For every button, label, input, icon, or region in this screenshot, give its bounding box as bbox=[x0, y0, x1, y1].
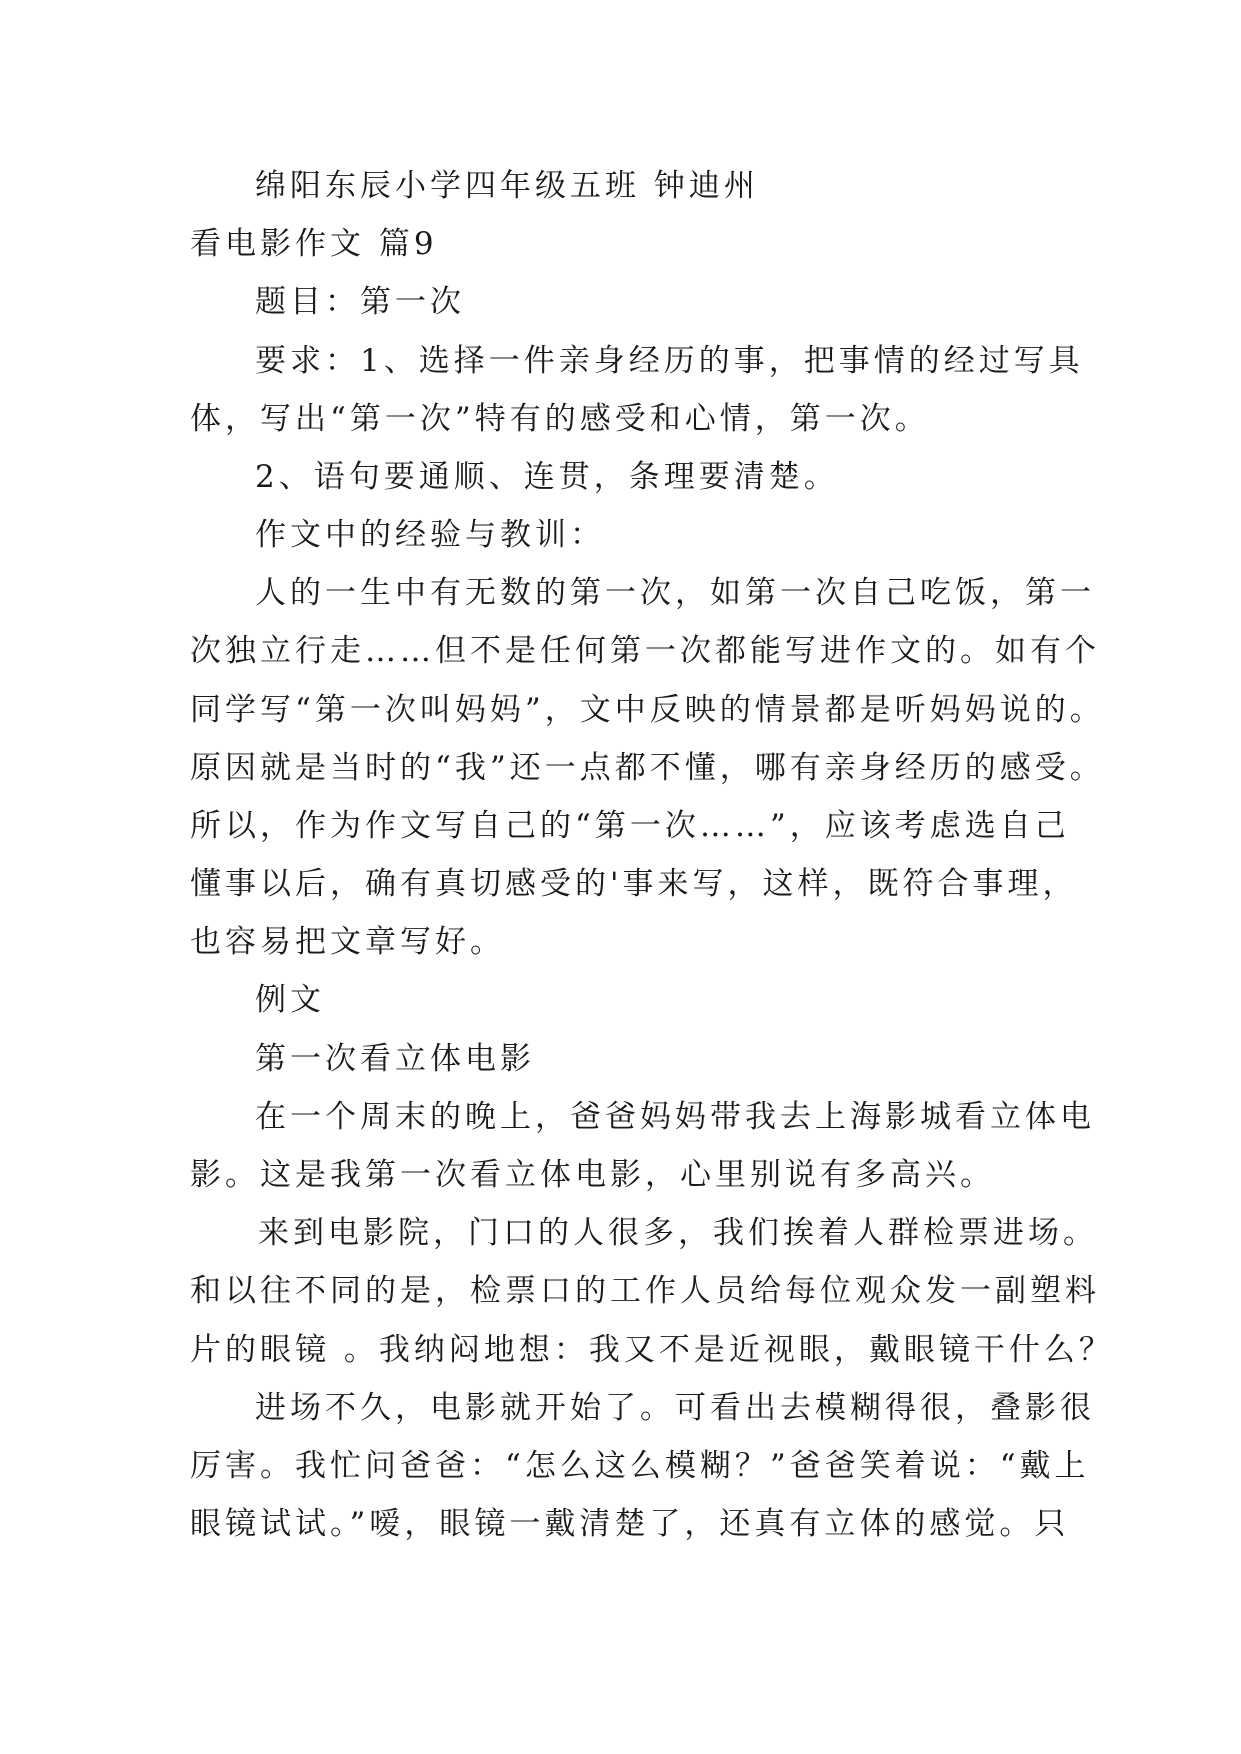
paragraph-line: 所以，作为作文写自己的“第一次……”，应该考虑选自己 bbox=[190, 808, 1070, 844]
requirement-line: 要求：1、选择一件亲身经历的事，把事情的经过写具 bbox=[255, 343, 1084, 379]
paragraph-line: 厉害。我忙问爸爸：“怎么这么模糊？”爸爸笑着说：“戴上 bbox=[190, 1448, 1090, 1484]
paragraph-line: 影。这是我第一次看立体电影，心里别说有多高兴。 bbox=[190, 1157, 995, 1193]
paragraph-line: 来到电影院，门口的人很多，我们挨着人群检票进场。 bbox=[258, 1215, 1098, 1251]
section-heading: 看电影作文 篇9 bbox=[190, 226, 438, 262]
requirement-line: 2、语句要通顺、连贯，条理要清楚。 bbox=[255, 459, 839, 495]
paragraph-line: 进场不久，电影就开始了。可看出去模糊得很，叠影很 bbox=[255, 1390, 1095, 1426]
paragraph-line: 和以往不同的是，检票口的工作人员给每位观众发一副塑料 bbox=[190, 1273, 1100, 1309]
paragraph-line: 原因就是当时的“我”还一点都不懂，哪有亲身经历的感受。 bbox=[190, 750, 1105, 786]
paragraph-line: 在一个周末的晚上，爸爸妈妈带我去上海影城看立体电 bbox=[255, 1099, 1095, 1135]
lessons-heading: 作文中的经验与教训： bbox=[255, 517, 605, 553]
author-line: 绵阳东辰小学四年级五班 钟迪州 bbox=[255, 168, 759, 204]
paragraph-line: 也容易把文章写好。 bbox=[190, 924, 505, 960]
paragraph-line: 次独立行走……但不是任何第一次都能写进作文的。如有个 bbox=[190, 633, 1100, 669]
paragraph-line: 同学写“第一次叫妈妈”，文中反映的情景都是听妈妈说的。 bbox=[190, 692, 1105, 728]
example-label: 例文 bbox=[255, 982, 325, 1018]
paragraph-line: 片的眼镜 。我纳闷地想：我又不是近视眼，戴眼镜干什么？ bbox=[190, 1332, 1114, 1368]
paragraph-line: 人的一生中有无数的第一次，如第一次自己吃饭，第一 bbox=[255, 575, 1095, 611]
paragraph-line: 懂事以后，确有真切感受的'事来写，这样，既符合事理， bbox=[190, 866, 1078, 902]
topic-line: 题目：第一次 bbox=[255, 284, 465, 320]
requirement-line: 体，写出“第一次”特有的感受和心情，第一次。 bbox=[190, 401, 930, 437]
paragraph-line: 眼镜试试。”嗳，眼镜一戴清楚了，还真有立体的感觉。只 bbox=[190, 1506, 1070, 1542]
example-title: 第一次看立体电影 bbox=[255, 1041, 535, 1077]
